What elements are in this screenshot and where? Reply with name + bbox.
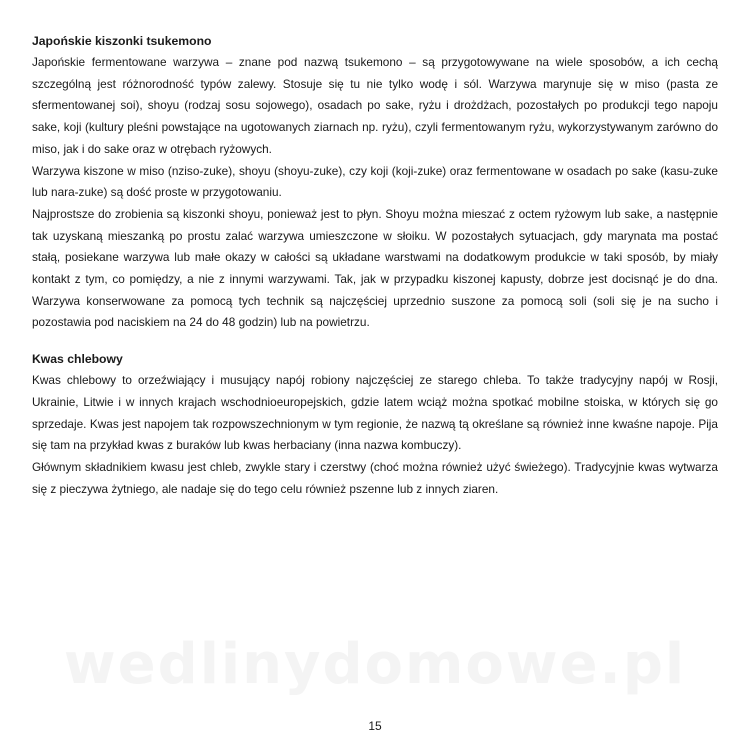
- paragraph: Głównym składnikiem kwasu jest chleb, zwykle stary i czerstwy (choć można również użyć świeżego). Tradycyjnie kwas wytwarza się z pieczywa żytniego, ale nadaje się do tego celu również pszenne lub z innych ziaren.: [32, 459, 718, 496]
- section-kwas-chlebowy: [32, 348, 718, 500]
- page-number: 15: [368, 719, 382, 733]
- section-tsukemono: [32, 30, 718, 334]
- paragraph: Japońskie fermentowane warzywa – znane pod nazwą tsukemono – są przygotowywane na wiele sposobów, a ich cechą szczególną jest różnorodność typów zalewy. Stosuje się tu nie tylko wodę i sól. Warzywa marynuje się w miso (pasta ze sfermentowanej soi), shoyu (rodzaj sosu sojowego), osadach po sake, ryżu i drożdżach, pozostałych po produkcji tego napoju sake, koji (kultury pleśni powstające na ugotowanych ziarnach np. ryżu), czyli fermentowanym ryżu, wykorzystywanym zarówno do miso, jak i do sake oraz w otrębach ryżowych.: [32, 55, 718, 156]
- paragraph: Kwas chlebowy to orzeźwiający i musujący napój robiony najczęściej ze starego chleba. To także tradycyjny napój w Rosji, Ukrainie, Litwie i w innych krajach wschodnioeuropejskich, gdzie latem wciąż można spotkać mobilne stoiska, w których się go sprzedaje. Kwas jest napojem tak rozpowszechnionym w tym regionie, że nazwą tą określane są również inne kwaśne napoje. Pija się tam na przykład kwas z buraków lub kwas herbaciany (inna nazwa kombuczy).: [32, 373, 718, 453]
- paragraph: Warzywa kiszone w miso (nziso-zuke), shoyu (shoyu-zuke), czy koji (koji-zuke) oraz fermentowane w osadach po sake (kasu-zuke lub nara-zuke) są dość proste w przygotowaniu.: [32, 163, 718, 200]
- section-spacer: [32, 334, 718, 348]
- document-page: [32, 30, 718, 500]
- watermark: wedlinydomowe.pl: [63, 632, 687, 697]
- paragraph: Najprostsze do zrobienia są kiszonki shoyu, ponieważ jest to płyn. Shoyu można mieszać z octem ryżowym lub sake, a następnie tak uzyskaną mieszanką po prostu zalać warzywa umieszczone w słoiku. W pozostałych sytuacjach, gdy marynata ma postać stałą, posiekane warzywa lub małe okazy w całości są układane warstwami na dodatkowym produkcie w taki sposób, by miały kontakt z tym, co pomiędzy, a nie z innymi warzywami. Tak, jak w przypadku kiszonej kapusty, dobrze jest docisnąć je do dna. Warzywa konserwowane za pomocą tych technik są najczęściej uprzednio suszone za pomocą soli (soli się je na sucho i pozostawia pod naciskiem na 24 do 48 godzin) lub na powietrzu.: [32, 206, 718, 330]
- section-title: Japońskie kiszonki tsukemono: [32, 34, 212, 48]
- section-title: Kwas chlebowy: [32, 352, 123, 367]
